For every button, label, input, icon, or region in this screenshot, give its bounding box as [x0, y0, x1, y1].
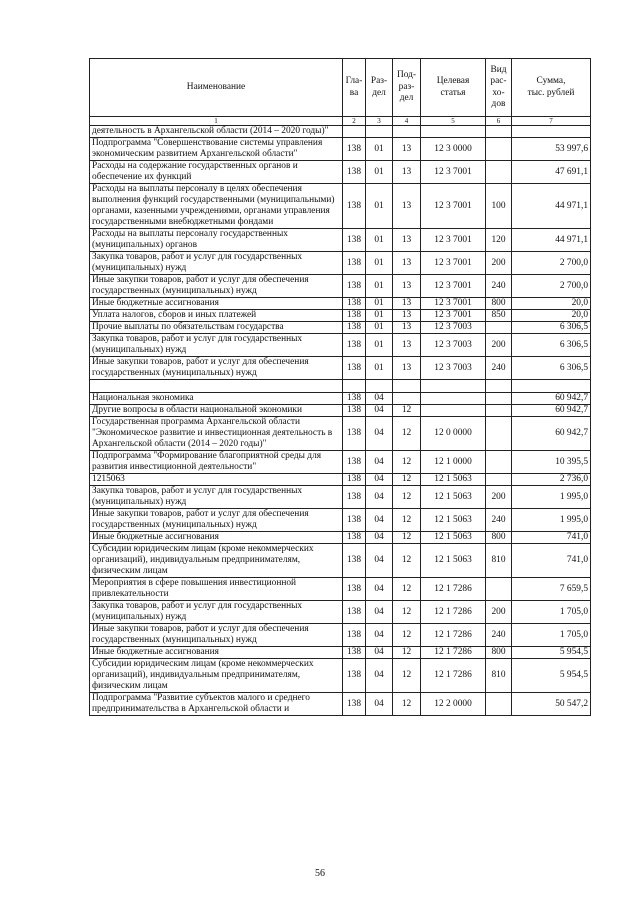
row-vid-cell: 240 — [486, 357, 512, 380]
table-row — [90, 405, 591, 417]
table-row — [90, 229, 591, 252]
row-celevaya-cell: 12 3 7001 — [421, 161, 486, 184]
row-glava-cell: 138 — [343, 417, 366, 451]
row-name-cell: Подпрограмма "Развитие субъектов малого и среднего предпринимательства в Архангельской области и — [90, 693, 343, 716]
row-glava-cell: 138 — [343, 405, 366, 417]
row-summa-cell: 741,0 — [512, 544, 591, 578]
row-celevaya-cell: 12 1 5063 — [421, 486, 486, 509]
row-celevaya-cell: 12 2 0000 — [421, 693, 486, 716]
row-vid-cell: 200 — [486, 334, 512, 357]
row-celevaya-cell: 12 3 7001 — [421, 310, 486, 322]
row-summa-cell: 5 954,5 — [512, 647, 591, 659]
row-vid-cell: 800 — [486, 647, 512, 659]
row-razdel-cell: 01 — [366, 138, 393, 161]
row-razdel-cell: 04 — [366, 693, 393, 716]
row-podrazdel-cell: 12 — [393, 451, 421, 474]
row-glava-cell: 138 — [343, 624, 366, 647]
row-summa-cell: 6 306,5 — [512, 322, 591, 334]
row-podrazdel-cell: 12 — [393, 474, 421, 486]
row-vid-cell — [486, 474, 512, 486]
row-vid-cell: 200 — [486, 486, 512, 509]
budget-table-sheet — [89, 58, 590, 716]
row-vid-cell: 200 — [486, 601, 512, 624]
page-number: 56 — [315, 868, 325, 879]
table-row — [90, 310, 591, 322]
row-vid-cell: 810 — [486, 659, 512, 693]
row-glava-cell: 138 — [343, 509, 366, 532]
row-name-cell: Субсидии юридическим лицам (кроме некоммерческих организаций), индивидуальным предпринимателям, физическим лицам — [90, 544, 343, 578]
row-glava-cell: 138 — [343, 393, 366, 405]
column-number: 5 — [421, 117, 486, 126]
row-celevaya-cell: 12 0 0000 — [421, 417, 486, 451]
row-celevaya-cell: 12 1 7286 — [421, 647, 486, 659]
row-razdel-cell: 01 — [366, 184, 393, 229]
row-name-cell: Расходы на выплаты персоналу в целях обеспечения выполнения функций государственными (муниципальными) органами, казенными учреждениями, органами управления государственными внебюджетными фондами — [90, 184, 343, 229]
row-glava-cell: 138 — [343, 474, 366, 486]
row-name-cell: Иные закупки товаров, работ и услуг для обеспечения государственных (муниципальных) нужд — [90, 275, 343, 298]
row-vid-cell: 240 — [486, 509, 512, 532]
row-name-cell: Национальная экономика — [90, 393, 343, 405]
row-summa-cell: 1 705,0 — [512, 601, 591, 624]
row-vid-cell: 200 — [486, 252, 512, 275]
row-podrazdel-cell: 13 — [393, 184, 421, 229]
row-name-cell: Подпрограмма "Формирование благоприятной среды для развития инвестиционной деятельности" — [90, 451, 343, 474]
row-name-cell: деятельность в Архангельской области (2014 – 2020 годы)" — [90, 126, 343, 138]
row-celevaya-cell — [421, 126, 486, 138]
header-summa: Сумма, тыс. рублей — [512, 59, 591, 117]
row-summa-cell: 6 306,5 — [512, 357, 591, 380]
row-glava-cell: 138 — [343, 451, 366, 474]
table-row — [90, 601, 591, 624]
row-celevaya-cell — [421, 405, 486, 417]
row-name-cell: Расходы на выплаты персоналу государственных (муниципальных) органов — [90, 229, 343, 252]
column-number: 3 — [366, 117, 393, 126]
row-glava-cell: 138 — [343, 578, 366, 601]
row-celevaya-cell: 12 1 7286 — [421, 578, 486, 601]
row-glava-cell: 138 — [343, 229, 366, 252]
row-razdel-cell: 04 — [366, 532, 393, 544]
row-name-cell: Иные бюджетные ассигнования — [90, 647, 343, 659]
row-razdel-cell: 04 — [366, 474, 393, 486]
row-name-cell: Уплата налогов, сборов и иных платежей — [90, 310, 343, 322]
row-celevaya-cell: 12 3 7001 — [421, 298, 486, 310]
row-vid-cell — [486, 417, 512, 451]
row-glava-cell: 138 — [343, 693, 366, 716]
row-podrazdel-cell: 12 — [393, 693, 421, 716]
row-celevaya-cell: 12 1 5063 — [421, 532, 486, 544]
table-row — [90, 474, 591, 486]
table-header-row — [90, 59, 591, 117]
row-celevaya-cell: 12 1 5063 — [421, 474, 486, 486]
row-celevaya-cell: 12 3 7001 — [421, 275, 486, 298]
row-summa-cell: 741,0 — [512, 532, 591, 544]
row-name-cell: Государственная программа Архангельской области "Экономическое развитие и инвестиционная деятельность в Архангельской области (2014 – 2020 годы)" — [90, 417, 343, 451]
row-razdel-cell: 01 — [366, 357, 393, 380]
row-razdel-cell: 04 — [366, 624, 393, 647]
row-summa-cell: 1 705,0 — [512, 624, 591, 647]
row-podrazdel-cell: 13 — [393, 229, 421, 252]
row-podrazdel-cell: 12 — [393, 578, 421, 601]
row-razdel-cell: 01 — [366, 161, 393, 184]
row-podrazdel-cell: 12 — [393, 417, 421, 451]
row-celevaya-cell: 12 3 7001 — [421, 252, 486, 275]
table-row — [90, 532, 591, 544]
row-celevaya-cell: 12 3 7003 — [421, 322, 486, 334]
row-summa-cell: 20,0 — [512, 298, 591, 310]
row-celevaya-cell: 12 3 0000 — [421, 138, 486, 161]
row-podrazdel-cell: 13 — [393, 138, 421, 161]
table-row — [90, 544, 591, 578]
row-summa-cell — [512, 380, 591, 393]
row-podrazdel-cell: 13 — [393, 161, 421, 184]
row-name-cell: Иные закупки товаров, работ и услуг для обеспечения государственных (муниципальных) нужд — [90, 357, 343, 380]
row-podrazdel-cell: 13 — [393, 357, 421, 380]
row-razdel-cell: 04 — [366, 405, 393, 417]
row-vid-cell: 850 — [486, 310, 512, 322]
row-razdel-cell: 01 — [366, 298, 393, 310]
row-celevaya-cell: 12 3 7003 — [421, 334, 486, 357]
row-podrazdel-cell — [393, 126, 421, 138]
row-celevaya-cell: 12 1 7286 — [421, 659, 486, 693]
row-podrazdel-cell: 12 — [393, 659, 421, 693]
header-podrazdel: Под- раз- дел — [393, 59, 421, 117]
row-celevaya-cell — [421, 380, 486, 393]
row-podrazdel-cell: 12 — [393, 532, 421, 544]
row-vid-cell — [486, 161, 512, 184]
row-vid-cell: 810 — [486, 544, 512, 578]
row-razdel-cell: 04 — [366, 578, 393, 601]
row-razdel-cell: 04 — [366, 393, 393, 405]
row-summa-cell: 10 395,5 — [512, 451, 591, 474]
row-podrazdel-cell: 12 — [393, 624, 421, 647]
row-celevaya-cell — [421, 393, 486, 405]
row-razdel-cell: 04 — [366, 647, 393, 659]
row-celevaya-cell: 12 1 7286 — [421, 624, 486, 647]
table-row — [90, 509, 591, 532]
table-row — [90, 357, 591, 380]
row-razdel-cell: 04 — [366, 486, 393, 509]
row-glava-cell — [343, 380, 366, 393]
table-body — [90, 126, 591, 716]
row-glava-cell: 138 — [343, 532, 366, 544]
row-summa-cell: 20,0 — [512, 310, 591, 322]
column-number: 7 — [512, 117, 591, 126]
row-vid-cell — [486, 405, 512, 417]
row-vid-cell: 120 — [486, 229, 512, 252]
table-row — [90, 486, 591, 509]
row-summa-cell: 2 700,0 — [512, 252, 591, 275]
row-glava-cell: 138 — [343, 184, 366, 229]
row-summa-cell: 60 942,7 — [512, 417, 591, 451]
row-summa-cell: 1 995,0 — [512, 509, 591, 532]
row-podrazdel-cell: 12 — [393, 486, 421, 509]
column-number-row — [90, 117, 591, 126]
row-glava-cell: 138 — [343, 601, 366, 624]
table-row — [90, 275, 591, 298]
table-row — [90, 624, 591, 647]
row-razdel-cell: 04 — [366, 659, 393, 693]
row-razdel-cell: 04 — [366, 451, 393, 474]
row-summa-cell: 6 306,5 — [512, 334, 591, 357]
budget-table — [89, 58, 591, 716]
row-summa-cell: 60 942,7 — [512, 393, 591, 405]
row-name-cell: Иные закупки товаров, работ и услуг для обеспечения государственных (муниципальных) нужд — [90, 509, 343, 532]
row-vid-cell — [486, 126, 512, 138]
row-podrazdel-cell: 12 — [393, 601, 421, 624]
table-row — [90, 417, 591, 451]
row-podrazdel-cell: 13 — [393, 334, 421, 357]
row-vid-cell — [486, 693, 512, 716]
row-summa-cell: 1 995,0 — [512, 486, 591, 509]
row-podrazdel-cell: 12 — [393, 544, 421, 578]
header-glava: Гла- ва — [343, 59, 366, 117]
row-podrazdel-cell — [393, 393, 421, 405]
table-row — [90, 138, 591, 161]
row-podrazdel-cell: 12 — [393, 405, 421, 417]
row-podrazdel-cell: 12 — [393, 509, 421, 532]
row-razdel-cell: 04 — [366, 544, 393, 578]
row-celevaya-cell: 12 1 5063 — [421, 509, 486, 532]
row-vid-cell: 100 — [486, 184, 512, 229]
row-name-cell: Закупка товаров, работ и услуг для государственных (муниципальных) нужд — [90, 334, 343, 357]
row-razdel-cell: 04 — [366, 601, 393, 624]
table-row — [90, 647, 591, 659]
row-vid-cell — [486, 322, 512, 334]
header-celevaya-statya: Целевая статья — [421, 59, 486, 117]
row-razdel-cell: 01 — [366, 229, 393, 252]
row-celevaya-cell: 12 1 7286 — [421, 601, 486, 624]
row-podrazdel-cell: 13 — [393, 275, 421, 298]
row-podrazdel-cell: 13 — [393, 310, 421, 322]
table-row — [90, 298, 591, 310]
row-name-cell: Закупка товаров, работ и услуг для государственных (муниципальных) нужд — [90, 486, 343, 509]
row-name-cell: Прочие выплаты по обязательствам государства — [90, 322, 343, 334]
header-vid-rashodov: Вид рас- хо- дов — [486, 59, 512, 117]
row-summa-cell: 53 997,6 — [512, 138, 591, 161]
row-vid-cell — [486, 380, 512, 393]
row-summa-cell: 60 942,7 — [512, 405, 591, 417]
row-vid-cell: 800 — [486, 532, 512, 544]
column-number: 2 — [343, 117, 366, 126]
row-podrazdel-cell — [393, 380, 421, 393]
table-row — [90, 252, 591, 275]
row-summa-cell — [512, 126, 591, 138]
row-summa-cell: 5 954,5 — [512, 659, 591, 693]
row-vid-cell — [486, 393, 512, 405]
row-razdel-cell — [366, 380, 393, 393]
row-celevaya-cell: 12 3 7003 — [421, 357, 486, 380]
table-row — [90, 451, 591, 474]
row-razdel-cell: 01 — [366, 310, 393, 322]
row-summa-cell: 44 971,1 — [512, 229, 591, 252]
row-name-cell: 1215063 — [90, 474, 343, 486]
row-name-cell: Закупка товаров, работ и услуг для государственных (муниципальных) нужд — [90, 252, 343, 275]
row-glava-cell: 138 — [343, 310, 366, 322]
row-vid-cell: 240 — [486, 275, 512, 298]
row-celevaya-cell: 12 1 0000 — [421, 451, 486, 474]
row-razdel-cell — [366, 126, 393, 138]
row-glava-cell: 138 — [343, 275, 366, 298]
column-number: 6 — [486, 117, 512, 126]
row-name-cell: Закупка товаров, работ и услуг для государственных (муниципальных) нужд — [90, 601, 343, 624]
table-row — [90, 334, 591, 357]
row-glava-cell: 138 — [343, 334, 366, 357]
row-razdel-cell: 01 — [366, 334, 393, 357]
row-vid-cell — [486, 138, 512, 161]
row-glava-cell: 138 — [343, 486, 366, 509]
row-podrazdel-cell: 13 — [393, 252, 421, 275]
row-summa-cell: 50 547,2 — [512, 693, 591, 716]
row-glava-cell: 138 — [343, 647, 366, 659]
row-vid-cell — [486, 578, 512, 601]
row-razdel-cell: 01 — [366, 322, 393, 334]
row-vid-cell — [486, 451, 512, 474]
row-name-cell: Иные бюджетные ассигнования — [90, 298, 343, 310]
row-glava-cell: 138 — [343, 659, 366, 693]
table-row — [90, 161, 591, 184]
row-summa-cell: 44 971,1 — [512, 184, 591, 229]
row-summa-cell: 47 691,1 — [512, 161, 591, 184]
header-name: Наименование — [90, 59, 343, 117]
row-glava-cell: 138 — [343, 138, 366, 161]
table-row — [90, 184, 591, 229]
row-celevaya-cell: 12 1 5063 — [421, 544, 486, 578]
row-glava-cell — [343, 126, 366, 138]
row-glava-cell: 138 — [343, 252, 366, 275]
row-razdel-cell: 01 — [366, 252, 393, 275]
row-podrazdel-cell: 12 — [393, 647, 421, 659]
table-row — [90, 693, 591, 716]
row-glava-cell: 138 — [343, 357, 366, 380]
row-celevaya-cell: 12 3 7001 — [421, 229, 486, 252]
row-name-cell: Другие вопросы в области национальной экономики — [90, 405, 343, 417]
row-name-cell: Расходы на содержание государственных органов и обеспечение их функций — [90, 161, 343, 184]
row-name-cell: Мероприятия в сфере повышения инвестиционной привлекательности — [90, 578, 343, 601]
row-summa-cell: 7 659,5 — [512, 578, 591, 601]
row-name-cell — [90, 380, 343, 393]
row-name-cell: Иные закупки товаров, работ и услуг для обеспечения государственных (муниципальных) нужд — [90, 624, 343, 647]
row-razdel-cell: 01 — [366, 275, 393, 298]
row-name-cell: Подпрограмма "Совершенствование системы управления экономическим развитием Архангельской области" — [90, 138, 343, 161]
row-summa-cell: 2 700,0 — [512, 275, 591, 298]
column-number: 4 — [393, 117, 421, 126]
table-row — [90, 659, 591, 693]
row-name-cell: Иные бюджетные ассигнования — [90, 532, 343, 544]
row-razdel-cell: 04 — [366, 417, 393, 451]
table-row — [90, 126, 591, 138]
row-glava-cell: 138 — [343, 298, 366, 310]
table-row — [90, 380, 591, 393]
row-glava-cell: 138 — [343, 544, 366, 578]
table-row — [90, 322, 591, 334]
table-row — [90, 578, 591, 601]
row-name-cell: Субсидии юридическим лицам (кроме некоммерческих организаций), индивидуальным предпринимателям, физическим лицам — [90, 659, 343, 693]
table-row — [90, 393, 591, 405]
row-vid-cell: 800 — [486, 298, 512, 310]
row-vid-cell: 240 — [486, 624, 512, 647]
column-number: 1 — [90, 117, 343, 126]
row-summa-cell: 2 736,0 — [512, 474, 591, 486]
row-celevaya-cell: 12 3 7001 — [421, 184, 486, 229]
row-razdel-cell: 04 — [366, 509, 393, 532]
row-podrazdel-cell: 13 — [393, 322, 421, 334]
row-podrazdel-cell: 13 — [393, 298, 421, 310]
row-glava-cell: 138 — [343, 161, 366, 184]
header-razdel: Раз- дел — [366, 59, 393, 117]
row-glava-cell: 138 — [343, 322, 366, 334]
